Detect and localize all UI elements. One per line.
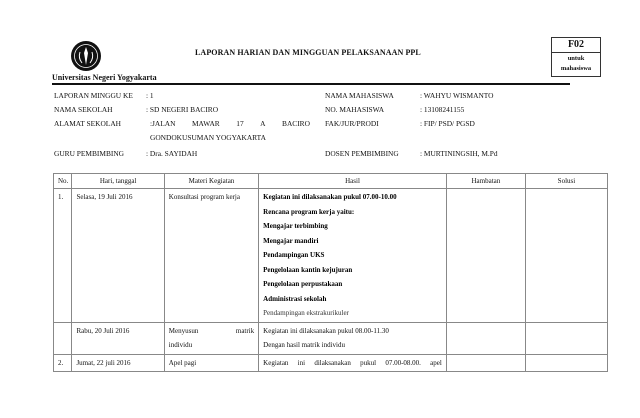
nama-sekolah-label: NAMA SEKOLAH [54,105,113,114]
no-mahasiswa-label: NO. MAHASISWA [325,105,385,114]
header-hambatan: Hambatan [446,174,525,189]
alamat-word: BACIRO [282,119,310,128]
table-row [54,354,608,372]
header-materi: Materi Kegiatan [164,174,258,189]
hasil-line: Mengajar terbimbing [263,222,328,230]
hasil-line: Kegiatan ini dilaksanakan pukul 07.00-10.00 [263,193,397,201]
row-solusi [525,322,607,354]
alamat-sekolah-line2: GONDOKUSUMAN YOGYAKARTA [150,133,266,142]
hasil-word: Kegiatan [263,358,289,367]
table-row [54,189,608,323]
uny-seal-logo-icon [70,40,102,72]
nama-sekolah-value: : SD NEGERI BACIRO [146,105,219,114]
no-mahasiswa-value: : 13108241155 [420,105,465,114]
row-date: Selasa, 19 Juli 2016 [72,189,164,323]
header-solusi: Solusi [525,174,607,189]
table-row [54,322,608,354]
row-materi: Konsultasi program kerja [164,189,258,323]
hasil-line: Pendampingan ekstrakurikuler [263,309,349,317]
materi-line1 [169,324,254,339]
activity-table [53,173,608,372]
guru-pembimbing-value: : Dra. SAYIDAH [146,149,198,158]
form-audience-line2: mahasiswa [560,65,592,72]
header-divider [52,83,570,85]
hasil-line [263,356,442,371]
hasil-line: Pendampingan UKS [263,251,325,259]
header-no: No. [54,174,72,189]
form-audience-line1: untuk [567,55,585,62]
row-solusi [525,354,607,372]
row-materi [164,322,258,354]
hasil-word: dilaksanakan [314,358,351,367]
row-hasil [259,354,447,372]
header-date: Hari, tanggal [72,174,164,189]
laporan-minggu-value: : 1 [146,91,154,100]
row-no [54,322,72,354]
form-audience [552,53,600,76]
materi-word: Menyusun [168,326,199,335]
hasil-line: Rencana program kerja yaitu: [263,207,355,216]
row-hasil [259,322,447,354]
row-materi: Apel pagi [164,354,258,372]
row-hambatan [446,354,525,372]
row-date: Rabu, 20 Juli 2016 [72,322,164,354]
row-no: 2. [54,354,72,372]
header-hasil: Hasil [259,174,447,189]
materi-line2: individu [168,341,193,349]
alamat-word: A [260,119,266,128]
hasil-word: apel [430,358,442,367]
hasil-line: Administrasi sekolah [263,294,327,303]
hasil-line: Kegiatan ini dilaksanakan pukul 08.00-11.30 [263,326,389,335]
hasil-word: ini [297,358,306,367]
row-solusi [525,189,607,323]
dosen-pembimbing-label: DOSEN PEMBIMBING [325,149,399,158]
laporan-minggu-label: LAPORAN MINGGU KE [54,91,133,100]
hasil-line: Mengajar mandiri [263,236,319,245]
hasil-line: Pengelolaan perpustakaan [263,280,343,288]
materi-word: matrik [235,326,255,335]
alamat-word: MAWAR [191,119,220,128]
dosen-pembimbing-value: : MURTININGSIH, M.Pd [420,149,498,158]
row-hambatan [446,189,525,323]
alamat-word: 17 [236,119,244,128]
guru-pembimbing-label: GURU PEMBIMBING [54,149,125,158]
form-code-box [551,37,601,77]
hasil-word: pukul [360,358,377,367]
alamat-sekolah-label: ALAMAT SEKOLAH [54,119,121,128]
fak-jur-prodi-value: : FIP/ PSD/ PGSD [420,119,475,128]
table-header-row [54,174,608,189]
hasil-line: Dengan hasil matrik individu [263,341,346,349]
report-title: LAPORAN HARIAN DAN MINGGUAN PELAKSANAAN PPL [195,48,421,57]
form-code: F02 [552,38,600,53]
row-no: 1. [54,189,72,323]
nama-mahasiswa-value: : WAHYU WISMANTO [420,91,494,100]
hasil-line: Pengelolaan kantin kejujuran [263,265,353,274]
alamat-sekolah-line1 [150,119,310,128]
row-hambatan [446,322,525,354]
row-date: Jumat, 22 juli 2016 [72,354,164,372]
alamat-word: :JALAN [150,119,176,128]
university-name: Universitas Negeri Yogyakarta [52,73,157,82]
hasil-word: 07.00-08.00. [385,358,421,367]
nama-mahasiswa-label: NAMA MAHASISWA [325,91,394,100]
row-hasil [259,189,447,323]
fak-jur-prodi-label: FAK/JUR/PRODI [325,119,379,128]
